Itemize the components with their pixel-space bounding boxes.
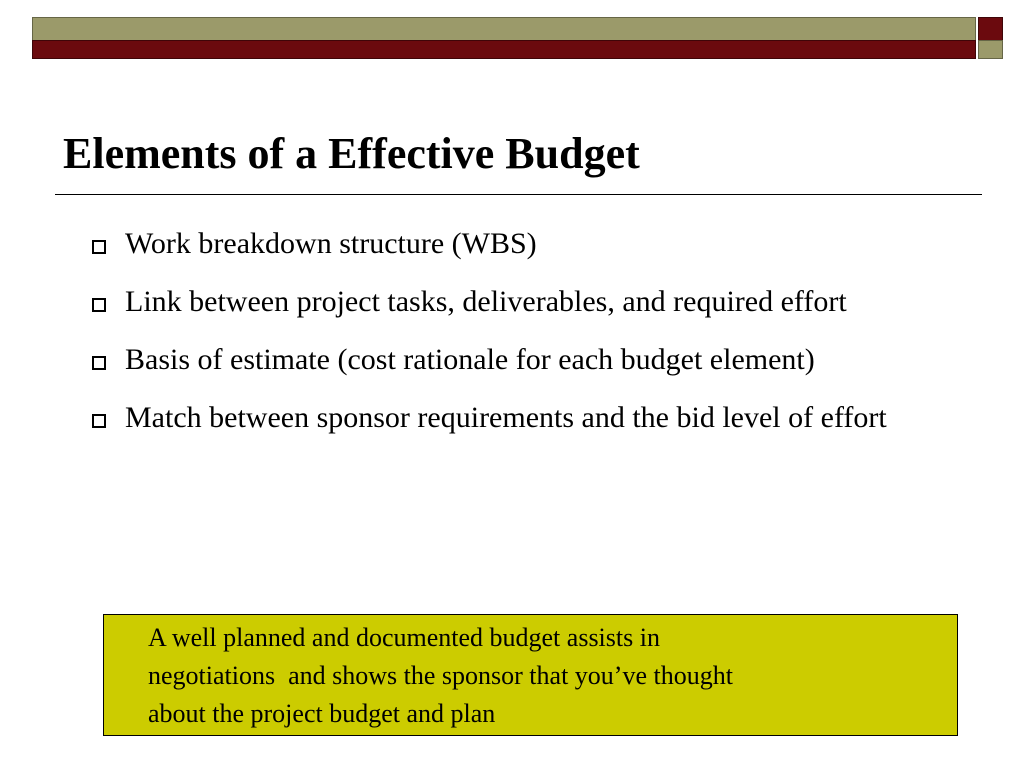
header-bar-olive: [32, 17, 976, 41]
bullet-text: Link between project tasks, deliverables, and required effort: [125, 285, 847, 318]
bullet-text: Work breakdown structure (WBS): [125, 227, 537, 260]
header-square-maroon: [978, 17, 1003, 41]
slide-title: Elements of a Effective Budget: [63, 129, 640, 178]
bullet-list: [88, 221, 928, 453]
callout-box: [103, 614, 958, 736]
bullet-text: Basis of estimate (cost rationale for each budget element): [125, 343, 815, 376]
bullet-item: [88, 221, 928, 266]
bullet-item: [88, 395, 928, 440]
bullet-item: [88, 337, 928, 382]
header-bar-maroon: [32, 40, 976, 59]
header-square-olive: [978, 40, 1003, 59]
hollow-square-bullet-icon: [92, 356, 106, 370]
bullet-text: Match between sponsor requirements and the bid level of effort: [125, 401, 887, 434]
callout-text: A well planned and documented budget assists in negotiations and shows the sponsor that you’ve thought about the project budget and plan: [148, 623, 733, 728]
hollow-square-bullet-icon: [92, 298, 106, 312]
hollow-square-bullet-icon: [92, 240, 106, 254]
bullet-item: [88, 279, 928, 324]
hollow-square-bullet-icon: [92, 414, 106, 428]
title-divider: [55, 194, 982, 195]
